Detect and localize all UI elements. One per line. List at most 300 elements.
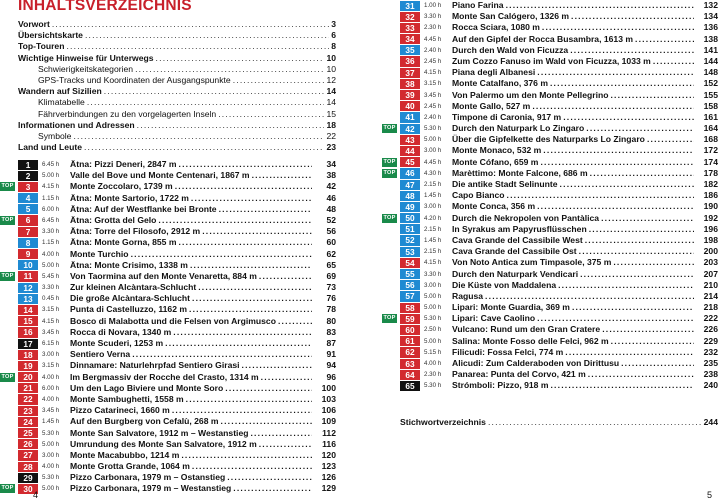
toc-entry-page: 8 [331, 41, 336, 52]
leader-dots [218, 109, 324, 120]
tour-entry[interactable] [382, 67, 718, 78]
tour-entry[interactable] [0, 394, 336, 405]
tour-page: 38 [326, 170, 336, 181]
tour-entry[interactable] [382, 145, 718, 156]
tour-page: 158 [703, 100, 718, 111]
toc-entry-label: Schwierigkeitskategorien [38, 63, 134, 74]
tour-entry[interactable] [0, 439, 336, 450]
tour-entry[interactable] [382, 269, 718, 280]
tour-entry[interactable] [0, 170, 336, 181]
tour-number: 20 [18, 372, 38, 382]
tour-number: 41 [400, 112, 420, 122]
tour-entry[interactable] [382, 45, 718, 56]
leader-dots [135, 64, 324, 75]
tour-number: 65 [400, 381, 420, 391]
toc-entry[interactable] [18, 131, 336, 142]
leader-dots [190, 260, 312, 271]
tour-title: Ätna: Monte Crisimo, 1338 m [70, 259, 188, 270]
tour-page: 134 [703, 11, 718, 22]
toc-entry[interactable] [18, 64, 336, 75]
tour-page: 132 [703, 0, 718, 10]
tour-number: 44 [400, 146, 420, 156]
tour-entry[interactable] [0, 416, 336, 427]
tour-duration: 4.30 h [424, 169, 442, 177]
tour-page: 42 [326, 181, 336, 192]
leader-dots [647, 134, 694, 145]
tour-number: 58 [400, 303, 420, 313]
tour-title: Ätna: Monte Sartorio, 1722 m [70, 192, 189, 203]
tour-entry[interactable] [382, 112, 718, 123]
tour-list-right [382, 0, 718, 392]
toc-entry-label: Vorwort [18, 19, 50, 29]
tour-title: Monte San Salvatore, 1912 m – Westanstieg [70, 427, 249, 438]
tour-number: 49 [400, 202, 420, 212]
tour-duration: 6.45 h [42, 161, 60, 168]
tour-title: Bosco di Malabotta und die Felsen von Argimusco [70, 315, 276, 326]
tour-duration: 4.45 h [424, 35, 442, 43]
leader-dots [250, 428, 312, 439]
tour-page: 148 [703, 67, 718, 78]
tour-page: 238 [703, 369, 718, 380]
tour-number: 56 [400, 280, 420, 290]
tour-duration: 4.15 h [42, 317, 60, 325]
tour-duration: 2.40 h [424, 113, 442, 121]
tour-number: 11 [18, 271, 38, 281]
tour-title: Umrundung des Monte San Salvatore, 1912 m [70, 438, 257, 449]
tour-page: 144 [703, 55, 718, 66]
tour-entry[interactable] [0, 349, 336, 360]
tour-entry[interactable] [0, 260, 336, 271]
tour-duration: 6.45 h [42, 216, 60, 224]
tour-number: 31 [400, 1, 420, 11]
tour-page: 120 [321, 449, 336, 460]
tour-entry[interactable] [0, 372, 336, 383]
tour-title: Im Bergmassiv der Rocche del Crasto, 1314 m [70, 371, 259, 382]
tour-entry[interactable] [382, 302, 718, 313]
leader-dots [613, 257, 694, 268]
tour-number: 60 [400, 325, 420, 335]
toc-entry-page: 22 [326, 130, 336, 141]
tour-title: Zum Cozzo Fanuso im Wald von Ficuzza, 1033 m [452, 55, 651, 66]
leader-dots [560, 179, 694, 190]
tour-entry[interactable] [0, 450, 336, 461]
toc-entry-label: Wandern auf Sizilien [18, 86, 102, 97]
tour-number: 57 [400, 291, 420, 301]
leader-dots [132, 349, 312, 360]
tour-entry[interactable] [0, 360, 336, 371]
tour-number: 6 [18, 215, 38, 225]
tour-title: Monte Gallo, 527 m [452, 100, 531, 111]
tour-page: 94 [326, 360, 336, 371]
tour-number: 7 [18, 227, 38, 237]
tour-number: 4 [18, 193, 38, 203]
toc-entry-label: Wichtige Hinweise für Unterwegs [18, 52, 154, 63]
tour-page: 164 [703, 123, 718, 134]
tour-duration: 3.45 h [424, 91, 442, 99]
leader-dots [225, 383, 312, 394]
toc-entry[interactable] [18, 30, 336, 41]
tour-page: 100 [321, 382, 336, 393]
tour-duration: 6.15 h [42, 340, 60, 347]
tour-number: 27 [18, 450, 38, 460]
tour-entry[interactable] [382, 213, 718, 224]
tour-entry[interactable] [0, 226, 336, 237]
tour-title: Ätna: Torre del Filosofo, 2912 m [70, 226, 201, 237]
tour-number: 21 [18, 383, 38, 393]
tour-number: 43 [400, 135, 420, 145]
leader-dots [87, 97, 325, 108]
leader-dots [198, 282, 312, 293]
leader-dots [189, 304, 312, 315]
toc-entry-page: 14 [326, 97, 336, 108]
tour-title: Alicudi: Zum Calderaboden von Dirittusu [452, 358, 620, 368]
leader-dots [191, 193, 312, 204]
tour-entry[interactable] [382, 134, 718, 145]
leader-dots [586, 123, 694, 134]
top-badge: TOP [1, 216, 14, 223]
tour-page: 46 [326, 192, 336, 203]
tour-title: Rocca di Novara, 1340 m [70, 326, 172, 337]
leader-dots [178, 237, 312, 248]
tour-duration: 5.30 h [42, 474, 60, 482]
tour-page: 73 [326, 282, 336, 293]
tour-duration: 4.15 h [424, 69, 442, 77]
tour-entry[interactable] [382, 336, 718, 347]
tour-page: 65 [326, 259, 336, 270]
tour-number: 24 [18, 417, 38, 427]
tour-entry[interactable] [0, 249, 336, 260]
leader-dots [585, 235, 694, 246]
tour-page: 83 [326, 326, 336, 337]
leader-dots [192, 293, 312, 304]
tour-title: Ragusa [452, 290, 484, 301]
tour-duration: 2.50 h [424, 326, 442, 334]
tour-number: 9 [18, 249, 38, 259]
tour-entry[interactable] [0, 237, 336, 248]
tour-entry[interactable] [0, 428, 336, 439]
tour-number: 62 [400, 347, 420, 357]
tour-entry[interactable] [382, 101, 718, 112]
tour-duration: 5.00 h [424, 304, 442, 312]
page-number-right: 5 [706, 490, 712, 500]
tour-entry[interactable] [0, 405, 336, 416]
tour-entry[interactable] [0, 215, 336, 226]
tour-entry[interactable] [0, 293, 336, 304]
tour-entry[interactable] [0, 181, 336, 192]
leader-dots [52, 19, 329, 30]
tour-duration: 4.15 h [424, 259, 442, 267]
tour-duration: 2.40 h [424, 46, 442, 54]
tour-number: 34 [400, 34, 420, 44]
tour-page: 218 [703, 302, 718, 313]
leader-dots [252, 170, 312, 181]
tour-title: Rocca Sciara, 1080 m [452, 22, 540, 33]
tour-entry[interactable] [382, 280, 718, 291]
tour-number: 23 [18, 406, 38, 416]
toc-entry-label: Klimatabelle [38, 97, 85, 108]
leader-dots [158, 215, 312, 226]
leader-dots [589, 224, 694, 235]
leader-dots [610, 90, 694, 101]
tour-title: Ätna: Monte Gorna, 855 m [70, 237, 177, 248]
leader-dots [485, 291, 694, 302]
toc-entry-page: 3 [331, 19, 336, 29]
tour-number: 36 [400, 56, 420, 66]
top-badge: TOP [383, 158, 396, 165]
tour-page: 196 [703, 223, 718, 234]
tour-duration: 6.00 h [42, 384, 60, 392]
leader-dots [186, 394, 312, 405]
leader-dots [653, 56, 694, 67]
tour-duration: 3.00 h [42, 351, 60, 359]
tour-title: Monte Cófano, 659 m [452, 156, 539, 167]
leader-dots [179, 159, 312, 170]
tour-entry[interactable] [0, 159, 336, 170]
tour-entry[interactable] [0, 461, 336, 472]
tour-duration: 2.30 h [424, 24, 442, 32]
tour-duration: 4.20 h [424, 214, 442, 222]
tour-number: 29 [18, 473, 38, 483]
tour-title: Über die Gipfelkette des Naturparks Lo Zingaro [452, 134, 645, 145]
tour-entry[interactable] [382, 235, 718, 246]
tour-entry[interactable] [0, 271, 336, 282]
tour-duration: 2.15 h [424, 181, 442, 188]
tour-page: 126 [321, 472, 336, 483]
tour-entry[interactable] [0, 316, 336, 327]
tour-entry[interactable] [382, 380, 718, 391]
tour-title: Durch den Naturpark Lo Zingaro [452, 123, 585, 134]
tour-title: Monte Grotta Grande, 1064 m [70, 461, 190, 472]
tour-title: Durch die Nekropolen von Pantàlica [452, 212, 600, 223]
tour-entry[interactable] [382, 224, 718, 235]
toc-section [18, 19, 336, 153]
tour-duration: 1.15 h [42, 194, 60, 202]
tour-number: 38 [400, 79, 420, 89]
tour-duration: 5.00 h [424, 136, 442, 144]
tour-duration: 2.30 h [424, 371, 442, 379]
toc-entry[interactable] [18, 19, 336, 30]
leader-dots [537, 313, 694, 324]
toc-entry-label: Symbole [38, 130, 72, 141]
leader-dots [233, 483, 312, 494]
tour-entry[interactable] [382, 347, 718, 358]
toc-entry-page: 23 [326, 142, 336, 153]
leader-dots [172, 405, 312, 416]
tour-title: Lipari: Monte Guardia, 369 m [452, 302, 570, 313]
tour-number: 45 [400, 157, 420, 167]
tour-number: 46 [400, 168, 420, 178]
leader-dots [550, 78, 694, 89]
tour-page: 168 [703, 134, 718, 145]
tour-duration: 1.45 h [424, 236, 442, 244]
tour-title: Monte Scuderi, 1253 m [70, 338, 164, 348]
page-title: INHALTSVERZEICHNIS [18, 0, 192, 14]
index-entry[interactable] [400, 417, 718, 428]
tour-entry[interactable] [382, 22, 718, 33]
tour-entry[interactable] [0, 483, 336, 494]
tour-page: 103 [321, 393, 336, 404]
toc-entry-label: Übersichtskarte [18, 30, 83, 41]
tour-title: Die antike Stadt Selinunte [452, 179, 558, 189]
toc-entry[interactable] [18, 142, 336, 153]
tour-page: 190 [703, 201, 718, 212]
top-badge: TOP [383, 315, 396, 322]
tour-title: Von Palermo um den Monte Pellegrino [452, 89, 609, 100]
leader-dots [537, 67, 694, 78]
tour-entry[interactable] [0, 327, 336, 338]
tour-page: 106 [321, 405, 336, 416]
tour-page: 240 [703, 380, 718, 391]
tour-page: 91 [326, 349, 336, 360]
toc-entry[interactable] [18, 41, 336, 52]
toc-entry-page: 10 [326, 52, 336, 63]
leader-dots [181, 450, 312, 461]
leader-dots [261, 372, 312, 383]
tour-title: In Syrakus am Papyrusflüsschen [452, 223, 587, 234]
tour-entry[interactable] [0, 193, 336, 204]
tour-title: Monte Catalfano, 376 m [452, 78, 548, 89]
tour-number: 8 [18, 238, 38, 248]
tour-entry[interactable] [0, 282, 336, 293]
tour-entry[interactable] [382, 168, 718, 179]
leader-dots [104, 86, 325, 97]
tour-entry[interactable] [382, 78, 718, 89]
right-page [360, 0, 720, 504]
tour-page: 226 [703, 324, 718, 335]
tour-entry[interactable] [382, 34, 718, 45]
index-page: 244 [703, 417, 718, 427]
tour-page: 222 [703, 313, 718, 324]
tour-entry[interactable] [0, 472, 336, 483]
tour-entry[interactable] [0, 304, 336, 315]
tour-page: 214 [703, 290, 718, 301]
toc-entry-page: 12 [326, 74, 336, 85]
tour-entry[interactable] [382, 257, 718, 268]
tour-title: Filicudi: Fossa Felci, 774 m [452, 346, 564, 357]
tour-entry[interactable] [382, 313, 718, 324]
tour-duration: 4.00 h [42, 463, 60, 471]
tour-list-left [0, 159, 336, 495]
tour-entry[interactable] [382, 11, 718, 22]
tour-number: 13 [18, 294, 38, 304]
tour-number: 63 [400, 359, 420, 369]
tour-duration: 6.00 h [42, 205, 60, 213]
tour-title: Cava Grande del Cassibile West [452, 234, 583, 245]
leader-dots [242, 360, 312, 371]
tour-title: Lipari: Cave Caolino [452, 313, 536, 324]
tour-duration: 1.45 h [424, 192, 442, 200]
tour-number: 10 [18, 260, 38, 270]
page-number-left: 4 [33, 490, 39, 500]
tour-entry[interactable] [382, 179, 718, 190]
toc-entry[interactable] [18, 53, 336, 64]
tour-entry[interactable] [0, 204, 336, 215]
tour-number: 48 [400, 191, 420, 201]
leader-dots [73, 131, 324, 142]
tour-entry[interactable] [382, 358, 718, 369]
toc-entry[interactable] [18, 120, 336, 131]
tour-page: 80 [326, 315, 336, 326]
tour-number: 47 [400, 180, 420, 190]
tour-number: 5 [18, 204, 38, 214]
tour-entry[interactable] [382, 157, 718, 168]
toc-entry[interactable] [18, 109, 336, 120]
top-badge: TOP [383, 125, 396, 132]
leader-dots [259, 271, 312, 282]
tour-title: Monte Turchio [70, 248, 129, 259]
tour-title: Salina: Monte Fosso delle Felci, 962 m [452, 335, 609, 346]
tour-number: 16 [18, 327, 38, 337]
tour-title: Pizzo Carbonara, 1979 m – Ostanstieg [70, 472, 226, 483]
toc-entry[interactable] [18, 86, 336, 97]
tour-entry[interactable] [382, 0, 718, 11]
toc-entry[interactable] [18, 75, 336, 86]
top-badge: TOP [1, 272, 14, 279]
tour-duration: 2.45 h [424, 102, 442, 110]
tour-entry[interactable] [382, 201, 718, 212]
tour-entry[interactable] [382, 291, 718, 302]
tour-entry[interactable] [382, 56, 718, 67]
leader-dots [572, 302, 694, 313]
leader-dots [621, 358, 694, 369]
tour-duration: 3.15 h [42, 362, 60, 370]
tour-duration: 3.00 h [424, 147, 442, 155]
tour-number: 51 [400, 224, 420, 234]
tour-title: Sentiero Verna [70, 349, 131, 360]
tour-page: 116 [322, 438, 336, 449]
top-badge: TOP [1, 183, 14, 190]
toc-entry-label: GPS-Tracks und Koordinaten der Ausgangspunkte [38, 74, 231, 85]
tour-number: 33 [400, 23, 420, 33]
tour-entry[interactable] [382, 90, 718, 101]
leader-dots [537, 201, 694, 212]
tour-entry[interactable] [382, 190, 718, 201]
leader-dots [601, 213, 694, 224]
tour-page: 141 [703, 44, 718, 55]
tour-page: 229 [703, 335, 718, 346]
tour-entry[interactable] [382, 123, 718, 134]
leader-dots [85, 30, 329, 41]
tour-entry[interactable] [382, 324, 718, 335]
tour-page: 172 [703, 145, 718, 156]
tour-number: 40 [400, 101, 420, 111]
tour-entry[interactable] [0, 383, 336, 394]
tour-title: Panarea: Punta del Corvo, 421 m [452, 369, 586, 380]
tour-entry[interactable] [0, 338, 336, 349]
tour-title: Durch den Wald von Ficuzza [452, 44, 569, 55]
leader-dots [611, 336, 694, 347]
tour-duration: 3.30 h [42, 284, 60, 292]
toc-entry[interactable] [18, 97, 336, 108]
tour-number: 39 [400, 90, 420, 100]
tour-number: 1 [18, 160, 38, 170]
tour-number: 54 [400, 258, 420, 268]
tour-page: 232 [703, 346, 718, 357]
tour-title: Von Noto Antica zum Timpasole, 375 m [452, 257, 612, 268]
tour-page: 203 [703, 257, 718, 268]
tour-title: Um den Lago Biviere und Monte Soro [70, 382, 224, 393]
tour-page: 129 [321, 483, 336, 494]
top-badge: TOP [383, 214, 396, 221]
tour-entry[interactable] [382, 246, 718, 257]
leader-dots [550, 380, 694, 391]
leader-dots [488, 417, 702, 428]
tour-entry[interactable] [382, 369, 718, 380]
tour-duration: 1.45 h [42, 418, 60, 426]
leader-dots [131, 249, 312, 260]
tour-number: 26 [18, 439, 38, 449]
leader-dots [66, 41, 329, 52]
